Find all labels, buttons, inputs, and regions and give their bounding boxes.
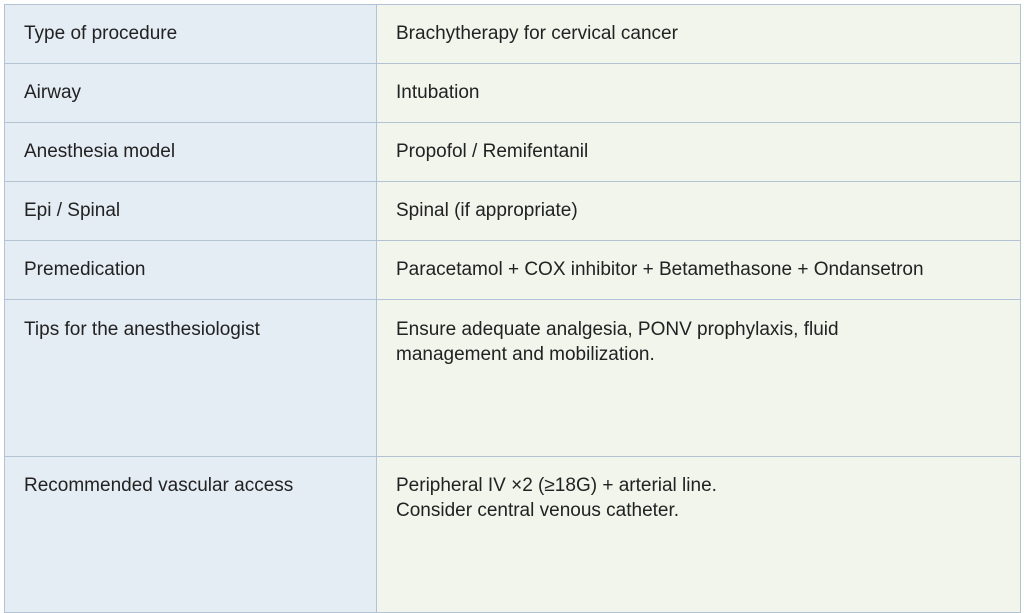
table-row-anesthesia-model — [5, 123, 1021, 182]
table-row-vascular-access — [5, 457, 1021, 613]
row-value-line: Peripheral IV ×2 (≥18G) + arterial line. — [396, 475, 717, 496]
row-value-line: Intubation — [396, 82, 480, 103]
table-row-airway — [5, 64, 1021, 123]
row-value — [377, 300, 1021, 457]
row-label: Epi / Spinal — [5, 182, 377, 241]
table-row-premedication — [5, 241, 1021, 300]
row-value-line: management and mobilization. — [396, 344, 655, 365]
row-value — [377, 5, 1021, 64]
row-value-line: Ensure adequate analgesia, PONV prophylaxis, fluid — [396, 319, 839, 340]
row-value-line: Consider central venous catheter. — [396, 500, 680, 521]
row-value — [377, 457, 1021, 613]
table-row-epi-spinal — [5, 182, 1021, 241]
procedure-info-table — [4, 4, 1021, 613]
row-value-line: Propofol / Remifentanil — [396, 141, 589, 162]
row-value — [377, 241, 1021, 300]
row-value — [377, 182, 1021, 241]
row-value-line: Paracetamol + COX inhibitor + Betamethasone + Ondansetron — [396, 259, 924, 280]
row-label: Anesthesia model — [5, 123, 377, 182]
table-row-tips — [5, 300, 1021, 457]
row-label: Recommended vascular access — [5, 457, 377, 613]
row-value-line: Brachytherapy for cervical cancer — [396, 23, 678, 44]
row-value — [377, 123, 1021, 182]
row-label: Airway — [5, 64, 377, 123]
row-label: Tips for the anesthesiologist — [5, 300, 377, 457]
row-label: Type of procedure — [5, 5, 377, 64]
row-label: Premedication — [5, 241, 377, 300]
row-value — [377, 64, 1021, 123]
row-value-line: Spinal (if appropriate) — [396, 200, 578, 221]
table-row-type-of-procedure — [5, 5, 1021, 64]
